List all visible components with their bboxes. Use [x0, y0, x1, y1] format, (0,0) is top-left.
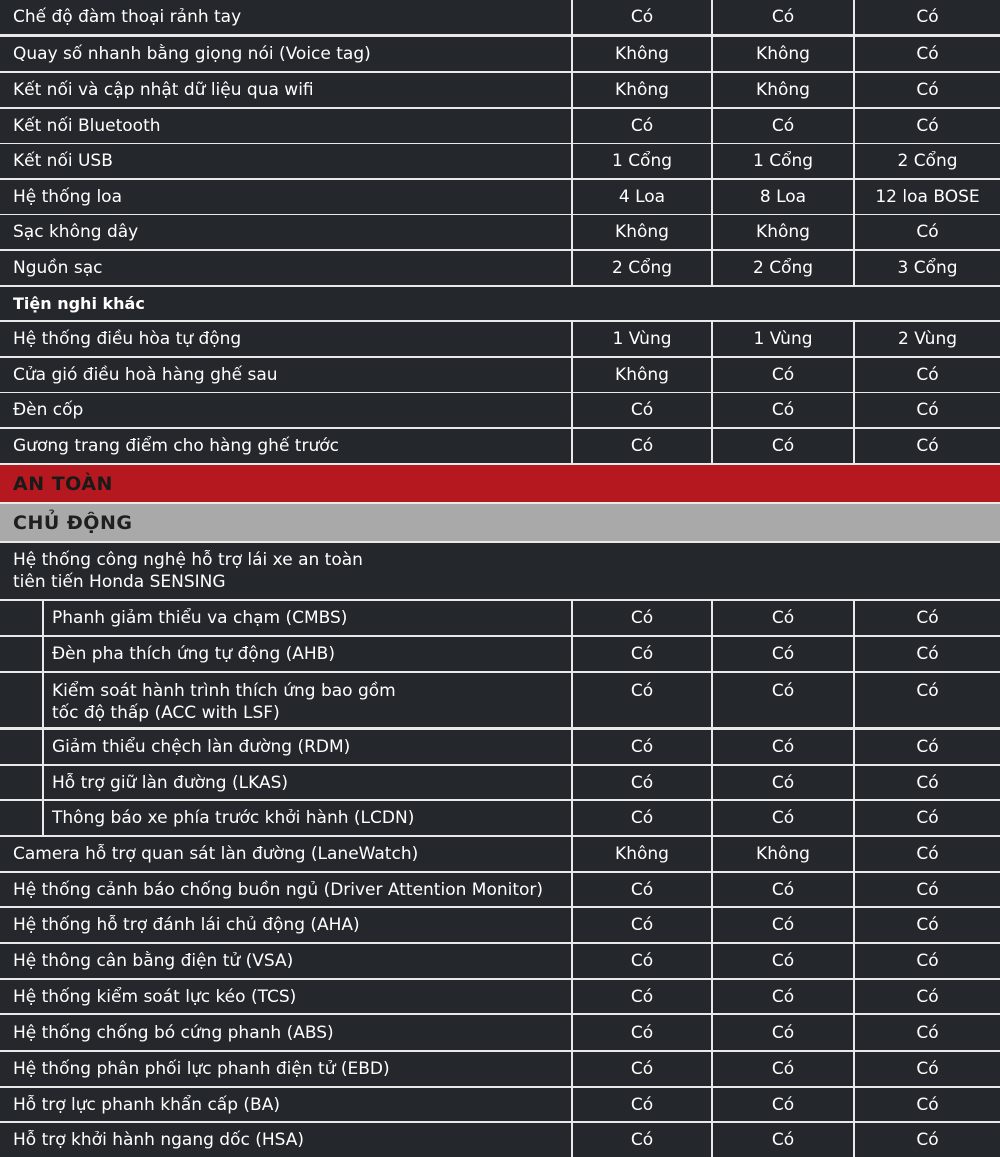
spec-label: Kiểm soát hành trình thích ứng bao gồm tốc độ thấp (ACC with LSF): [44, 673, 571, 727]
spec-value-3: Có: [855, 673, 1000, 727]
spec-value-3: Có: [855, 109, 1000, 143]
spec-label: Hệ thống hỗ trợ đánh lái chủ động (AHA): [0, 908, 571, 942]
spec-row: [0, 980, 1000, 1013]
spec-value-2: Có: [713, 601, 853, 635]
spec-row: [0, 601, 1000, 635]
spec-value-2: Có: [713, 980, 853, 1013]
section-title-active: CHỦ ĐỘNG: [0, 504, 1000, 541]
spec-value-3: Có: [855, 358, 1000, 392]
spec-row: [0, 144, 1000, 178]
spec-row: [0, 0, 1000, 34]
spec-label: Giảm thiểu chệch làn đường (RDM): [44, 730, 571, 764]
spec-value-1: Có: [573, 730, 711, 764]
spec-value-3: Có: [855, 944, 1000, 978]
spec-label: Đèn cốp: [0, 393, 571, 427]
spec-value-1: Có: [573, 1123, 711, 1157]
spec-value-2: Có: [713, 637, 853, 671]
indent-cell: [0, 766, 42, 799]
spec-value-2: 2 Cổng: [713, 251, 853, 285]
spec-label: Hệ thống loa: [0, 180, 571, 214]
spec-value-2: 1 Vùng: [713, 322, 853, 356]
spec-value-3: Có: [855, 429, 1000, 463]
spec-value-3: Có: [855, 766, 1000, 799]
spec-row: [0, 180, 1000, 214]
spec-value-2: Có: [713, 801, 853, 835]
spec-value-3: Có: [855, 1052, 1000, 1086]
spec-value-2: Không: [713, 215, 853, 249]
spec-value-1: Không: [573, 358, 711, 392]
spec-label: Camera hỗ trợ quan sát làn đường (LaneWatch): [0, 837, 571, 871]
spec-row: [0, 109, 1000, 143]
spec-row: [0, 37, 1000, 71]
spec-value-2: Có: [713, 944, 853, 978]
spec-value-1: Không: [573, 73, 711, 107]
group-heading: Hệ thống công nghệ hỗ trợ lái xe an toàn tiên tiến Honda SENSING: [0, 543, 1000, 599]
spec-value-1: Có: [573, 673, 711, 727]
spec-label: Hệ thống cảnh báo chống buồn ngủ (Driver Attention Monitor): [0, 873, 571, 906]
spec-value-1: Có: [573, 766, 711, 799]
spec-value-2: Có: [713, 673, 853, 727]
spec-value-2: Có: [713, 358, 853, 392]
spec-value-1: Có: [573, 908, 711, 942]
spec-row: [0, 1088, 1000, 1121]
spec-value-2: Có: [713, 1088, 853, 1121]
spec-value-3: Có: [855, 37, 1000, 71]
spec-row: [0, 766, 1000, 799]
spec-value-2: 8 Loa: [713, 180, 853, 214]
spec-row: [0, 730, 1000, 764]
spec-row: [0, 1123, 1000, 1157]
subsection-title: Tiện nghi khác: [0, 287, 1000, 320]
spec-row: [0, 1052, 1000, 1086]
spec-value-3: Có: [855, 393, 1000, 427]
spec-value-3: 3 Cổng: [855, 251, 1000, 285]
spec-label: Gương trang điểm cho hàng ghế trước: [0, 429, 571, 463]
indent-cell: [0, 730, 42, 764]
spec-value-2: Có: [713, 1123, 853, 1157]
spec-row: [0, 251, 1000, 285]
section-row: [0, 465, 1000, 502]
spec-value-1: Có: [573, 801, 711, 835]
spec-value-3: Có: [855, 730, 1000, 764]
spec-row: [0, 801, 1000, 835]
spec-row: [0, 637, 1000, 671]
spec-value-2: 1 Cổng: [713, 144, 853, 178]
spec-label: Sạc không dây: [0, 215, 571, 249]
spec-value-3: Có: [855, 908, 1000, 942]
spec-label: Kết nối và cập nhật dữ liệu qua wifi: [0, 73, 571, 107]
spec-value-2: Có: [713, 1052, 853, 1086]
spec-value-2: Có: [713, 0, 853, 34]
spec-value-3: 12 loa BOSE: [855, 180, 1000, 214]
spec-value-3: Có: [855, 1123, 1000, 1157]
spec-value-1: 4 Loa: [573, 180, 711, 214]
spec-row: [0, 322, 1000, 356]
spec-label: Hỗ trợ lực phanh khẩn cấp (BA): [0, 1088, 571, 1121]
spec-value-1: Có: [573, 873, 711, 906]
spec-label: Kết nối Bluetooth: [0, 109, 571, 143]
spec-value-2: Có: [713, 730, 853, 764]
spec-row: [0, 837, 1000, 871]
spec-value-1: Có: [573, 109, 711, 143]
indent-cell: [0, 601, 42, 635]
spec-value-2: Không: [713, 37, 853, 71]
spec-row: [0, 215, 1000, 249]
group-heading-row: [0, 543, 1000, 599]
spec-row: [0, 873, 1000, 906]
spec-row: [0, 429, 1000, 463]
spec-value-2: Có: [713, 1015, 853, 1050]
spec-value-3: 2 Vùng: [855, 322, 1000, 356]
spec-label: Hỗ trợ khởi hành ngang dốc (HSA): [0, 1123, 571, 1157]
spec-label: Hệ thống điều hòa tự động: [0, 322, 571, 356]
spec-value-1: Có: [573, 1088, 711, 1121]
spec-value-2: Có: [713, 873, 853, 906]
spec-value-3: Có: [855, 873, 1000, 906]
spec-value-1: Có: [573, 1052, 711, 1086]
spec-value-3: Có: [855, 1015, 1000, 1050]
spec-value-3: Có: [855, 980, 1000, 1013]
spec-value-3: Có: [855, 601, 1000, 635]
spec-value-3: Có: [855, 1088, 1000, 1121]
spec-value-3: 2 Cổng: [855, 144, 1000, 178]
spec-label: Quay số nhanh bằng giọng nói (Voice tag): [0, 37, 571, 71]
spec-value-2: Có: [713, 429, 853, 463]
spec-value-3: Có: [855, 637, 1000, 671]
spec-label: Cửa gió điều hoà hàng ghế sau: [0, 358, 571, 392]
spec-value-3: Có: [855, 215, 1000, 249]
spec-label: Nguồn sạc: [0, 251, 571, 285]
spec-label: Hệ thống chống bó cứng phanh (ABS): [0, 1015, 571, 1050]
spec-row: [0, 1015, 1000, 1050]
section-row: [0, 504, 1000, 541]
spec-label: Hệ thông cân bằng điện tử (VSA): [0, 944, 571, 978]
spec-value-1: Có: [573, 393, 711, 427]
spec-value-1: Có: [573, 637, 711, 671]
section-title-safety: AN TOÀN: [0, 465, 1000, 502]
spec-label: Chế độ đàm thoại rảnh tay: [0, 0, 571, 34]
indent-cell: [0, 801, 42, 835]
spec-value-1: Có: [573, 1015, 711, 1050]
indent-cell: [0, 673, 42, 727]
spec-value-1: Có: [573, 980, 711, 1013]
spec-value-1: Không: [573, 837, 711, 871]
spec-label: Hệ thống phân phối lực phanh điện tử (EBD): [0, 1052, 571, 1086]
spec-value-3: Có: [855, 837, 1000, 871]
spec-row: [0, 673, 1000, 727]
spec-value-1: Có: [573, 601, 711, 635]
indent-cell: [0, 637, 42, 671]
spec-value-3: Có: [855, 0, 1000, 34]
spec-value-2: Có: [713, 908, 853, 942]
spec-label: Đèn pha thích ứng tự động (AHB): [44, 637, 571, 671]
spec-value-3: Có: [855, 73, 1000, 107]
spec-value-1: 1 Vùng: [573, 322, 711, 356]
spec-row: [0, 944, 1000, 978]
spec-value-1: Có: [573, 944, 711, 978]
spec-label: Hỗ trợ giữ làn đường (LKAS): [44, 766, 571, 799]
spec-value-2: Không: [713, 73, 853, 107]
spec-value-2: Có: [713, 766, 853, 799]
spec-value-3: Có: [855, 801, 1000, 835]
spec-value-1: 1 Cổng: [573, 144, 711, 178]
spec-label: Hệ thống kiểm soát lực kéo (TCS): [0, 980, 571, 1013]
spec-row: [0, 73, 1000, 107]
spec-row: [0, 393, 1000, 427]
spec-row: [0, 908, 1000, 942]
spec-value-2: Có: [713, 109, 853, 143]
subsection-row: [0, 287, 1000, 320]
spec-value-1: Không: [573, 37, 711, 71]
spec-value-1: Không: [573, 215, 711, 249]
spec-row: [0, 358, 1000, 392]
spec-value-1: Có: [573, 0, 711, 34]
spec-label: Phanh giảm thiểu va chạm (CMBS): [44, 601, 571, 635]
spec-label: Thông báo xe phía trước khởi hành (LCDN): [44, 801, 571, 835]
spec-value-1: Có: [573, 429, 711, 463]
spec-label: Kết nối USB: [0, 144, 571, 178]
spec-value-2: Có: [713, 393, 853, 427]
spec-value-1: 2 Cổng: [573, 251, 711, 285]
spec-value-2: Không: [713, 837, 853, 871]
